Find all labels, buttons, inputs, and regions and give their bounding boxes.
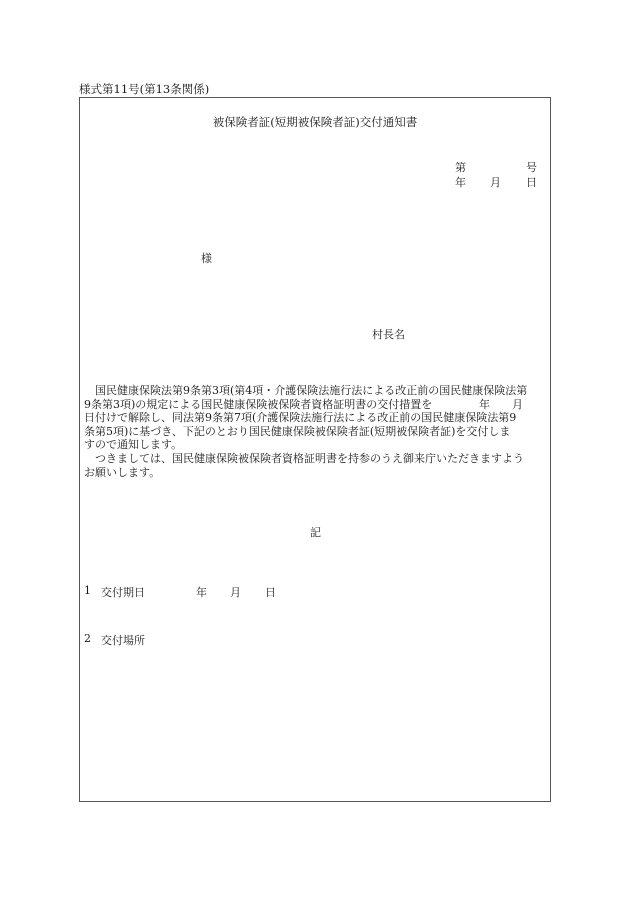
item-month-label: 月 — [230, 586, 241, 599]
body-paragraph — [84, 384, 554, 479]
form-label: 様式第11号(第13条関係) — [79, 82, 210, 96]
inline-year-label: 年 — [479, 397, 490, 411]
body-line-text: 9条第3項)の規定による国民健康保険被保険者資格証明書の交付措置を — [84, 397, 433, 411]
body-line: 国民健康保険法第9条第3項(第4項・介護保険法施行法による改正前の国民健康保険法第 — [95, 384, 528, 397]
item-label: 交付期日 — [101, 586, 145, 599]
item-year-label: 年 — [196, 586, 207, 599]
document-title: 被保険者証(短期被保険者証)交付通知書 — [212, 115, 418, 129]
doc-number-prefix: 第 — [455, 161, 466, 174]
date-day-label: 日 — [526, 176, 537, 189]
body-line: すので通知します。 — [84, 438, 183, 452]
body-line — [84, 398, 554, 412]
ki-heading: 記 — [310, 526, 321, 539]
date-year-label: 年 — [455, 176, 466, 189]
doc-number-suffix: 号 — [526, 161, 537, 174]
inline-month-label: 月 — [512, 397, 523, 411]
body-line: 日付けで解除し、同法第9条第7項(介護保険法施行法による改正前の国民健康保険法第9 — [84, 411, 517, 425]
date-month-label: 月 — [490, 176, 501, 189]
issuer-name: 村長名 — [372, 328, 405, 341]
body-line: 条第5項)に基づき、下記のとおり国民健康保険被保険者証(短期被保険者証)を交付しま — [84, 424, 511, 438]
item-day-label: 日 — [265, 586, 276, 599]
addressee-suffix: 様 — [201, 252, 212, 265]
body-line: お願いします。 — [84, 465, 161, 479]
body-line: つきましては、国民健康保険被保険者資格証明書を持参のうえ御来庁いただきますよう — [95, 451, 524, 465]
item-number: 1 — [84, 584, 91, 597]
item-number: 2 — [84, 632, 91, 645]
item-label: 交付場所 — [101, 634, 145, 647]
